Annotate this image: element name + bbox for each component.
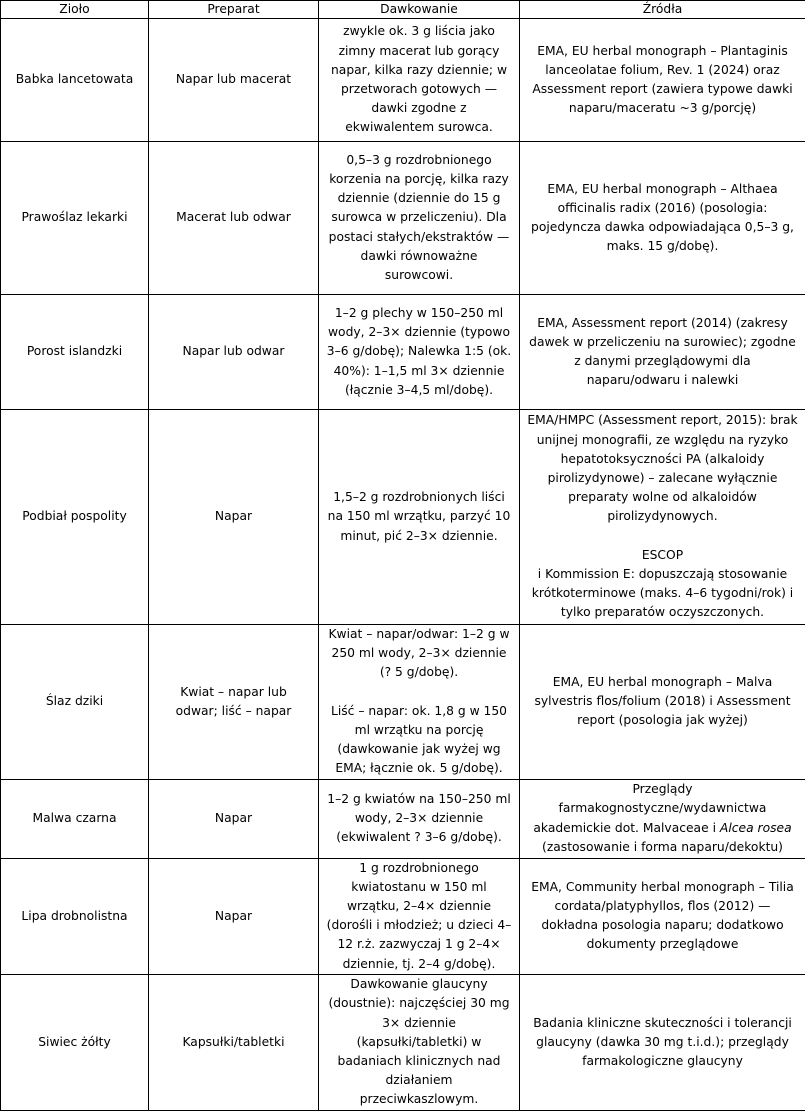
- source-cell: [520, 779, 805, 858]
- header-sources: Źródła: [520, 1, 805, 19]
- header-preparation: Preparat: [149, 1, 319, 19]
- source-cell: [520, 295, 805, 410]
- dosage-cell: [319, 974, 520, 1110]
- preparation-cell: [149, 625, 319, 780]
- source-text: i Kommission E: dopuszczają stosowanie krótkoterminowe (maks. 4–6 tygodni/rok) i tylko preparatów oczyszczonych.: [525, 565, 800, 623]
- source-text: EMA, EU herbal monograph – Malva sylvestris flos/folium (2018) i Assessment report (posologia jak wyżej): [528, 673, 798, 731]
- source-escop: ESCOP: [642, 546, 683, 565]
- table-row: [1, 779, 805, 858]
- source-cell: [520, 19, 805, 142]
- dosage-text: zwykle ok. 3 g liścia jako zimny macerat lub gorący napar, kilka razy dziennie; w przetworach gotowych — dawki zgodne z ekwiwalentem surowca.: [326, 22, 512, 137]
- dosage-cell: [319, 410, 520, 625]
- table-row: [1, 974, 805, 1110]
- herb-cell: Prawoślaz lekarki: [1, 142, 149, 295]
- dosage-cell: [319, 142, 520, 295]
- table-row: [1, 295, 805, 410]
- source-cell: [520, 625, 805, 780]
- source-text: Przeglądy farmakognostyczne/wydawnictwa akademickie dot. Malvaceae i Alcea rosea (zastosowanie i forma naparu/dekoktu): [532, 780, 794, 857]
- preparation-cell: Napar lub macerat: [149, 19, 319, 142]
- herb-cell: Malwa czarna: [1, 779, 149, 858]
- dosage-text: 1,5–2 g rozdrobnionych liści na 150 ml wrzątku, parzyć 10 minut, pić 2–3× dziennie.: [326, 488, 512, 546]
- preparation-cell: Napar: [149, 858, 319, 974]
- header-dosage: Dawkowanie: [319, 1, 520, 19]
- table-row: [1, 142, 805, 295]
- table-row: [1, 19, 805, 142]
- source-text: EMA, Community herbal monograph – Tilia cordata/platyphyllos, flos (2012) — dokładna posologia naparu; dodatkowo dokumenty przeglądowe: [528, 878, 798, 955]
- source-text: EMA/HMPC (Assessment report, 2015): brak unijnej monografii, ze względu na ryzyko hepatotoksyczności PA (alkaloidy pirolizydynowe) – zalecane wyłącznie preparaty wolne od alkaloidów pirolizydynowych.: [525, 411, 800, 526]
- source-cell: [520, 858, 805, 974]
- herb-cell: Porost islandzki: [1, 295, 149, 410]
- herb-cell: Babka lancetowata: [1, 19, 149, 142]
- header-row: [1, 1, 805, 19]
- preparation-cell: Napar lub odwar: [149, 295, 319, 410]
- source-cell: [520, 142, 805, 295]
- table-row: [1, 410, 805, 625]
- dosage-text: Dawkowanie glaucyny (doustnie): najczęściej 30 mg 3× dziennie (kapsułki/tabletki) w badaniach klinicznych nad działaniem przeciwkaszlowym.: [326, 975, 512, 1109]
- source-cell: [520, 410, 805, 625]
- header-herb: Zioło: [1, 1, 149, 19]
- herb-cell: Siwiec żółty: [1, 974, 149, 1110]
- herb-cell: Ślaz dziki: [1, 625, 149, 780]
- dosage-text: 1 g rozdrobnionego kwiatostanu w 150 ml wrzątku, 2–4× dziennie (dorośli i młodzież; u dzieci 4–12 r.ż. zazwyczaj 1 g 2–4× dziennie, tj. 2–4 g/dobę).: [326, 859, 512, 974]
- source-cell: [520, 974, 805, 1110]
- table-row: [1, 625, 805, 780]
- dosage-cell: [319, 295, 520, 410]
- dosage-text: 1–2 g plechy w 150–250 ml wody, 2–3× dziennie (typowo 3–6 g/dobę); Nalewka 1:5 (ok. 40%): 1–1,5 ml 3× dziennie (łącznie 3–4,5 ml/dobę).: [326, 304, 512, 400]
- herb-cell: Podbiał pospolity: [1, 410, 149, 625]
- source-text: EMA, Assessment report (2014) (zakresy dawek w przeliczeniu na surowiec); zgodne z danymi przeglądowymi dla naparu/odwaru i nalewki: [528, 314, 798, 391]
- dosage-cell: [319, 779, 520, 858]
- preparation-cell: Kapsułki/tabletki: [149, 974, 319, 1110]
- dosage-cell: [319, 858, 520, 974]
- dosage-text: 0,5–3 g rozdrobnionego korzenia na porcję, kilka razy dziennie (dziennie do 15 g surowca w przeliczeniu). Dla postaci stałych/ekstraktów — dawki równoważne surowcowi.: [326, 151, 512, 285]
- source-text: EMA, EU herbal monograph – Althaea officinalis radix (2016) (posologia: pojedyncza dawka odpowiadająca 0,5–3 g, maks. 15 g/dobę).: [528, 180, 798, 257]
- species-name: Alcea rosea: [720, 821, 792, 835]
- preparation-cell: Napar: [149, 410, 319, 625]
- herb-cell: Lipa drobnolistna: [1, 858, 149, 974]
- source-text: Badania kliniczne skuteczności i tolerancji glaucyny (dawka 30 mg t.i.d.); przeglądy farmakologiczne glaucyny: [527, 1014, 799, 1072]
- preparation-text: Kwiat – napar lub odwar; liść – napar: [159, 683, 309, 721]
- table-row: [1, 858, 805, 974]
- dosage-cell: [319, 625, 520, 780]
- dosage-text: Kwiat – napar/odwar: 1–2 g w 250 ml wody, 2–3× dziennie (? 5 g/dobę).: [326, 625, 512, 683]
- preparation-cell: Macerat lub odwar: [149, 142, 319, 295]
- dosage-text: Liść – napar: ok. 1,8 g w 150 ml wrzątku na porcję (dawkowanie jak wyżej wg EMA; łącznie ok. 5 g/dobę).: [326, 702, 512, 779]
- preparation-cell: Napar: [149, 779, 319, 858]
- source-text: EMA, EU herbal monograph – Plantaginis lanceolatae folium, Rev. 1 (2024) oraz Assessment report (zawiera typowe dawki naparu/maceratu ~3 g/porcję): [528, 42, 798, 119]
- dosage-text: 1–2 g kwiatów na 150–250 ml wody, 2–3× dziennie (ekwiwalent ? 3–6 g/dobę).: [326, 790, 512, 848]
- dosage-cell: [319, 19, 520, 142]
